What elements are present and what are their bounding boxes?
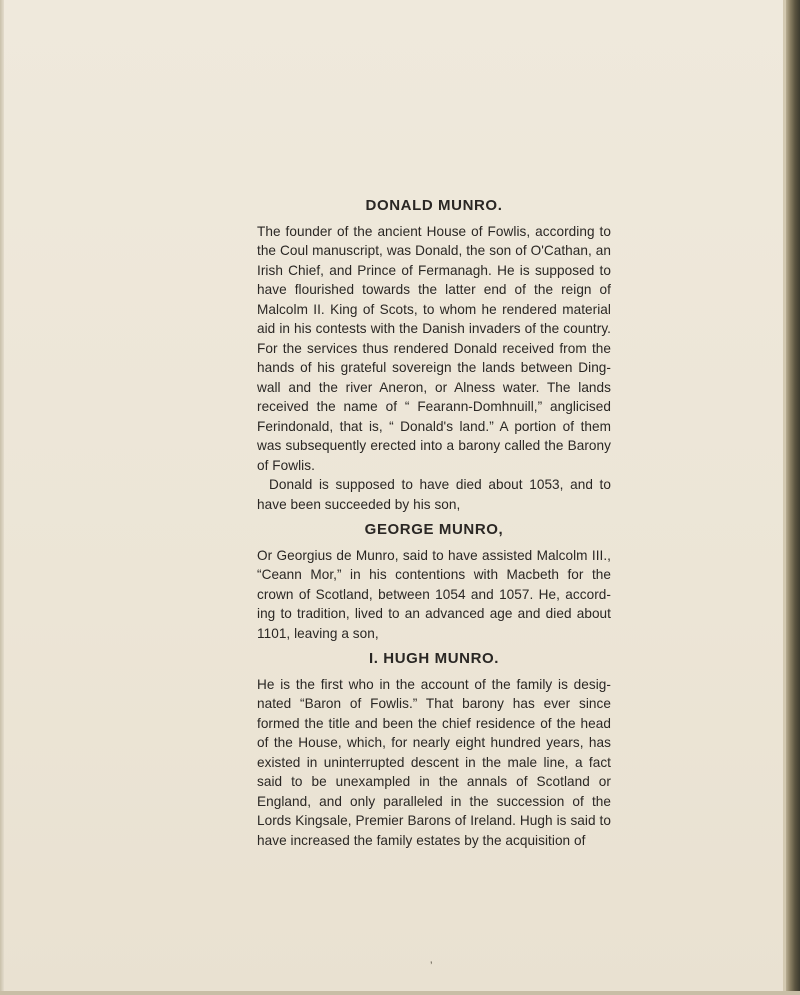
section-heading-donald-munro: DONALD MUNRO. xyxy=(365,197,503,214)
stray-ink-mark: ’ xyxy=(430,960,433,972)
section-heading-hugh-munro: I. HUGH MUNRO. xyxy=(368,650,500,667)
paragraph-founder: The founder of the ancient House of Fowlis, according to the Coul manuscript, was Donald, the son of O'Cathan, an Irish Chief, and Prince of Fermanagh. He is supposed to have flourished towards the latter end of the reign of Malcolm II. King of Scots, to whom he rendered material aid in his contests with the Danish invaders of the country. For the services thus rendered Donald received from the hands of his grateful sovereign the lands between Ding-wall and the river Aneron, or Alness water. The lands received the name of “ Fearann-Domhnuill,” anglicised Ferindonald, that is, “ Donald's land.” A portion of them was subsequently erected into a barony called the Barony of Fowlis. xyxy=(257,223,611,473)
section-heading-george-munro: GEORGE MUNRO, xyxy=(364,521,504,538)
page-bottom-edge xyxy=(0,991,800,995)
document-text xyxy=(257,196,611,850)
paragraph-donald-death: Donald is supposed to have died about 1053, and to have been succeeded by his son, xyxy=(257,477,611,512)
page-right-edge xyxy=(786,0,800,995)
page-left-edge xyxy=(0,0,4,995)
paragraph-george: Or Georgius de Munro, said to have assisted Malcolm III., “Ceann Mor,” in his contentions with Macbeth for the crown of Scotland, between 1054 and 1057. He, accord-ing to tradition, lived to an advanced age and died about 1101, leaving a son, xyxy=(257,547,611,641)
paragraph-hugh: He is the first who in the account of the family is desig-nated “Baron of Fowlis.” That barony has ever since formed the title and been the chief residence of the head of the House, which, for nearly eight hundred years, has existed in uninterrupted descent in the male line, a fact said to be unexampled in the annals of Scotland or England, and only paralleled in the succession of the Lords Kingsale, Premier Barons of Ireland. Hugh is said to have increased the family estates by the acquisition of xyxy=(257,676,611,848)
